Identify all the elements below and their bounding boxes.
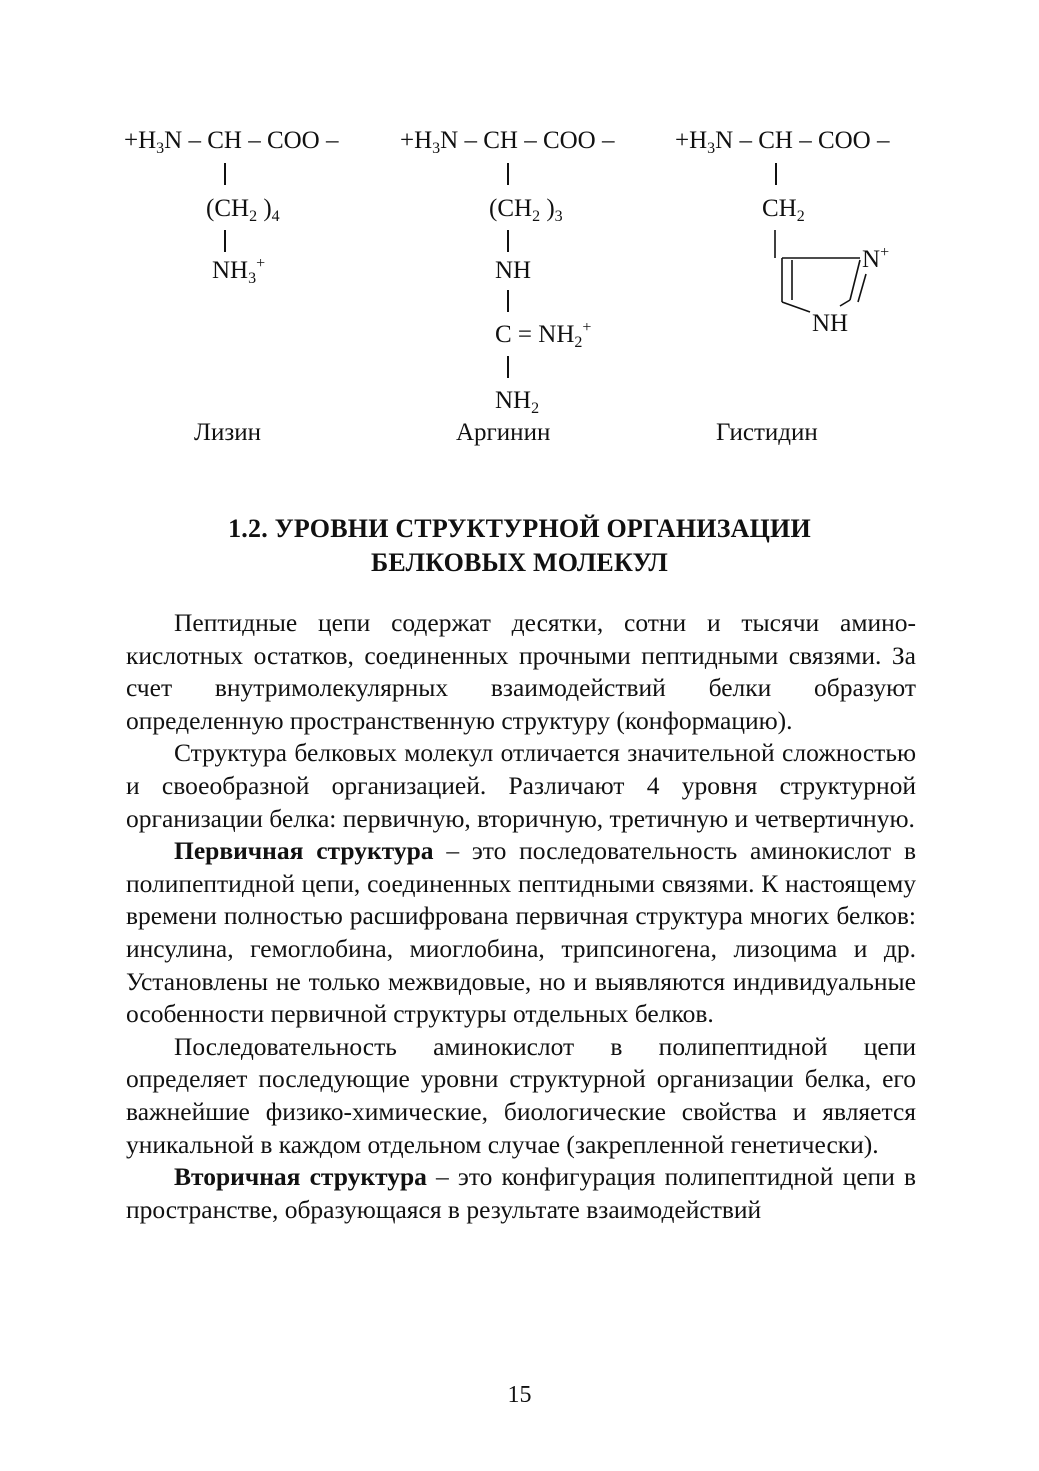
arginine-bond-3	[507, 290, 509, 312]
body-text	[126, 607, 916, 1226]
arginine-nh-group: NH	[495, 257, 532, 284]
histidine-bond-1	[775, 163, 777, 185]
histidine-label: Гистидин	[716, 419, 818, 446]
arginine-guanidino-group: $C = NH_2^+$	[495, 319, 592, 351]
lysine-label: Лизин	[194, 419, 261, 446]
lysine-backbone-formula: $+H_3N$ – CH – COO –	[124, 127, 339, 157]
lysine-amino-group: $NH_3^+$	[212, 255, 266, 287]
term-primary-structure: Первичная структура	[174, 836, 434, 866]
paragraph-4: Последовательность аминокислот в полипептидной цепи определяет последующие уровни структурной организации белка, его важнейшие физико-химические, биологические свойства и является уникальной в каждом отдельном случае (закрепленной генетически).	[126, 1031, 916, 1159]
arginine-label: Аргинин	[456, 419, 551, 446]
term-secondary-structure: Вторичная структура	[174, 1162, 427, 1192]
paragraph-1: Пептидные цепи содержат десятки, сотни и тысячи аминокислотных остатков, соединенных прочными пептидными связями. За счет внутримолекулярных взаимодействий белки образуют определенную пространственную структуру (конформацию).	[126, 608, 916, 735]
arginine-terminal-amino: $NH_2$	[495, 387, 540, 417]
arginine-side-chain-ch2: ($CH_2$ )$_3$	[489, 195, 563, 225]
histidine-side-chain-ch2: $CH_2$	[762, 195, 805, 225]
arginine-bond-2	[507, 230, 509, 252]
histidine-ring-nh: NH	[812, 310, 849, 337]
arginine-bond-4	[507, 356, 509, 378]
lysine-bond-1	[224, 163, 226, 185]
paragraph-5-text: – это конфигурация полипептидной цепи в пространстве, образующаяся в результате взаимодействий	[126, 1162, 916, 1224]
histidine-ring-nitrogen: N+	[862, 244, 890, 273]
arginine-bond-1	[507, 163, 509, 185]
section-heading-line-1: 1.2. УРОВНИ СТРУКТУРНОЙ ОРГАНИЗАЦИИ	[228, 514, 811, 543]
arginine-backbone-formula: $+H_3N$ – CH – COO –	[400, 127, 615, 157]
paragraph-2: Структура белковых молекул отличается значительной сложностью и своеобразной организацией. Различают 4 уровня структурной организации белка: первичную, вторичную, третичную и четвертичную.	[126, 738, 916, 833]
paragraph-3-text: – это последовательность аминокислот в полипептидной цепи, соединенных пептидными связями. К настоящему времени полностью расшифрована первичная структура многих белков: инсулина, гемоглобина, миоглобина, трипсиногена, лизоцима и др. Установлены не только межвидовые, но и выявляются индивидуальные особенности первичной структуры отдельных белков.	[126, 836, 916, 1029]
lysine-side-chain-ch2: ($CH_2$ )$_4$	[206, 195, 280, 225]
lysine-bond-2	[224, 230, 226, 252]
page-number: 15	[507, 1382, 532, 1408]
paragraph-5	[126, 1161, 916, 1226]
histidine-backbone-formula: $+H_3N$ – CH – COO –	[675, 127, 890, 157]
section-heading-line-2: БЕЛКОВЫХ МОЛЕКУЛ	[371, 548, 668, 577]
paragraph-3	[126, 835, 916, 1031]
